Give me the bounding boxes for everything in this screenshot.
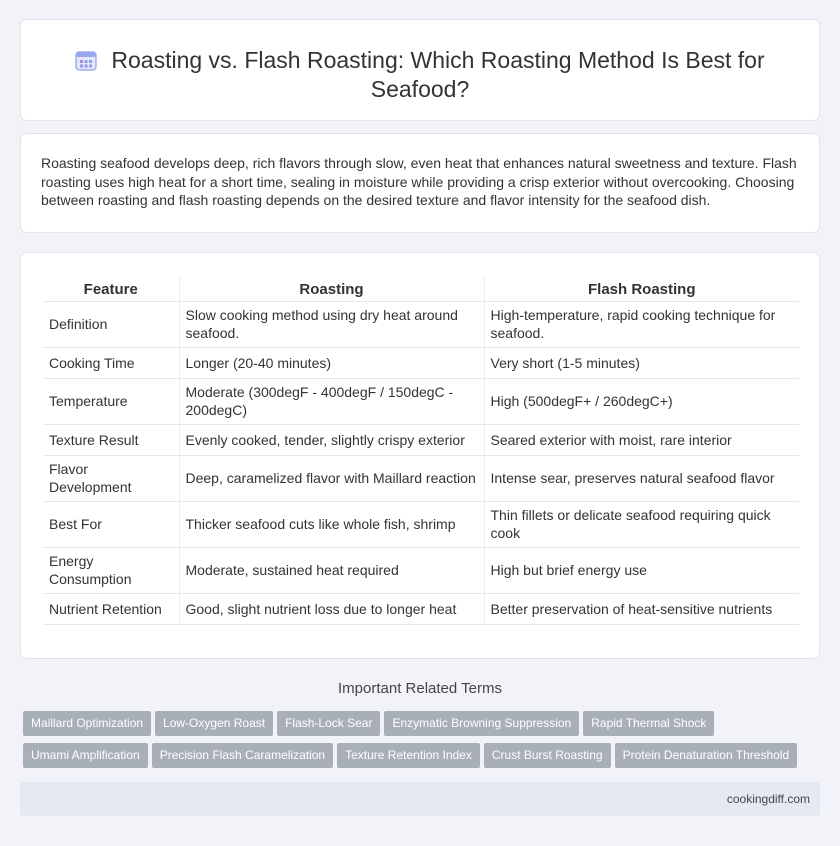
feature-cell: Flavor Development	[43, 455, 179, 501]
roasting-cell: Thicker seafood cuts like whole fish, shrimp	[179, 501, 484, 547]
related-term-tag[interactable]: Crust Burst Roasting	[484, 743, 611, 768]
table-row	[43, 547, 799, 593]
calendar-grid-icon	[75, 49, 97, 71]
intro-paragraph: Roasting seafood develops deep, rich flavors through slow, even heat that enhances natural sweetness and texture. Flash roasting uses high heat for a short time, sealing in moisture while providing a crisp exterior without overcooking. Choosing between roasting and flash roasting depends on the desired texture and flavor intensity for the seafood dish.	[41, 155, 797, 208]
table-row	[43, 378, 799, 424]
related-terms-list	[23, 711, 823, 775]
related-term-tag[interactable]: Maillard Optimization	[23, 711, 151, 736]
feature-cell: Cooking Time	[43, 347, 179, 378]
comparison-table	[43, 275, 799, 625]
flash-roasting-cell: Thin fillets or delicate seafood requiring quick cook	[484, 501, 799, 547]
flash-roasting-cell: Seared exterior with moist, rare interior	[484, 424, 799, 455]
related-term-tag[interactable]: Texture Retention Index	[337, 743, 480, 768]
table-row	[43, 424, 799, 455]
roasting-cell: Moderate (300degF - 400degF / 150degC - 200degC)	[179, 378, 484, 424]
flash-roasting-cell: Very short (1-5 minutes)	[484, 347, 799, 378]
related-term-tag[interactable]: Low-Oxygen Roast	[155, 711, 273, 736]
roasting-cell: Slow cooking method using dry heat around seafood.	[179, 301, 484, 347]
table-row	[43, 347, 799, 378]
feature-cell: Definition	[43, 301, 179, 347]
page-title	[21, 46, 819, 104]
table-row	[43, 501, 799, 547]
table-row	[43, 455, 799, 501]
comparison-card	[20, 252, 820, 659]
roasting-cell: Good, slight nutrient loss due to longer heat	[179, 593, 484, 624]
feature-cell: Energy Consumption	[43, 547, 179, 593]
footer	[20, 782, 820, 816]
roasting-cell: Longer (20-40 minutes)	[179, 347, 484, 378]
related-term-tag[interactable]: Rapid Thermal Shock	[583, 711, 714, 736]
flash-roasting-cell: Intense sear, preserves natural seafood flavor	[484, 455, 799, 501]
title-card	[20, 19, 820, 121]
page-title-text: Roasting vs. Flash Roasting: Which Roasting Method Is Best for Seafood?	[111, 47, 765, 102]
flash-roasting-cell: High (500degF+ / 260degC+)	[484, 378, 799, 424]
table-header-row	[43, 275, 799, 301]
feature-cell: Nutrient Retention	[43, 593, 179, 624]
flash-roasting-cell: High but brief energy use	[484, 547, 799, 593]
flash-roasting-cell: High-temperature, rapid cooking technique for seafood.	[484, 301, 799, 347]
flash-roasting-cell: Better preservation of heat-sensitive nutrients	[484, 593, 799, 624]
roasting-cell: Deep, caramelized flavor with Maillard reaction	[179, 455, 484, 501]
related-term-tag[interactable]: Flash-Lock Sear	[277, 711, 380, 736]
roasting-cell: Evenly cooked, tender, slightly crispy exterior	[179, 424, 484, 455]
feature-cell: Temperature	[43, 378, 179, 424]
header-roasting: Roasting	[179, 275, 484, 301]
related-term-tag[interactable]: Protein Denaturation Threshold	[615, 743, 798, 768]
table-row	[43, 301, 799, 347]
related-term-tag[interactable]: Enzymatic Browning Suppression	[384, 711, 579, 736]
header-flash-roasting: Flash Roasting	[484, 275, 799, 301]
related-term-tag[interactable]: Umami Amplification	[23, 743, 148, 768]
feature-cell: Best For	[43, 501, 179, 547]
feature-cell: Texture Result	[43, 424, 179, 455]
footer-site-link[interactable]: cookingdiff.com	[726, 792, 810, 806]
related-term-tag[interactable]: Precision Flash Caramelization	[152, 743, 333, 768]
roasting-cell: Moderate, sustained heat required	[179, 547, 484, 593]
intro-card	[20, 133, 820, 233]
table-row	[43, 593, 799, 624]
header-feature: Feature	[43, 275, 179, 301]
related-terms-title: Important Related Terms	[338, 680, 502, 697]
